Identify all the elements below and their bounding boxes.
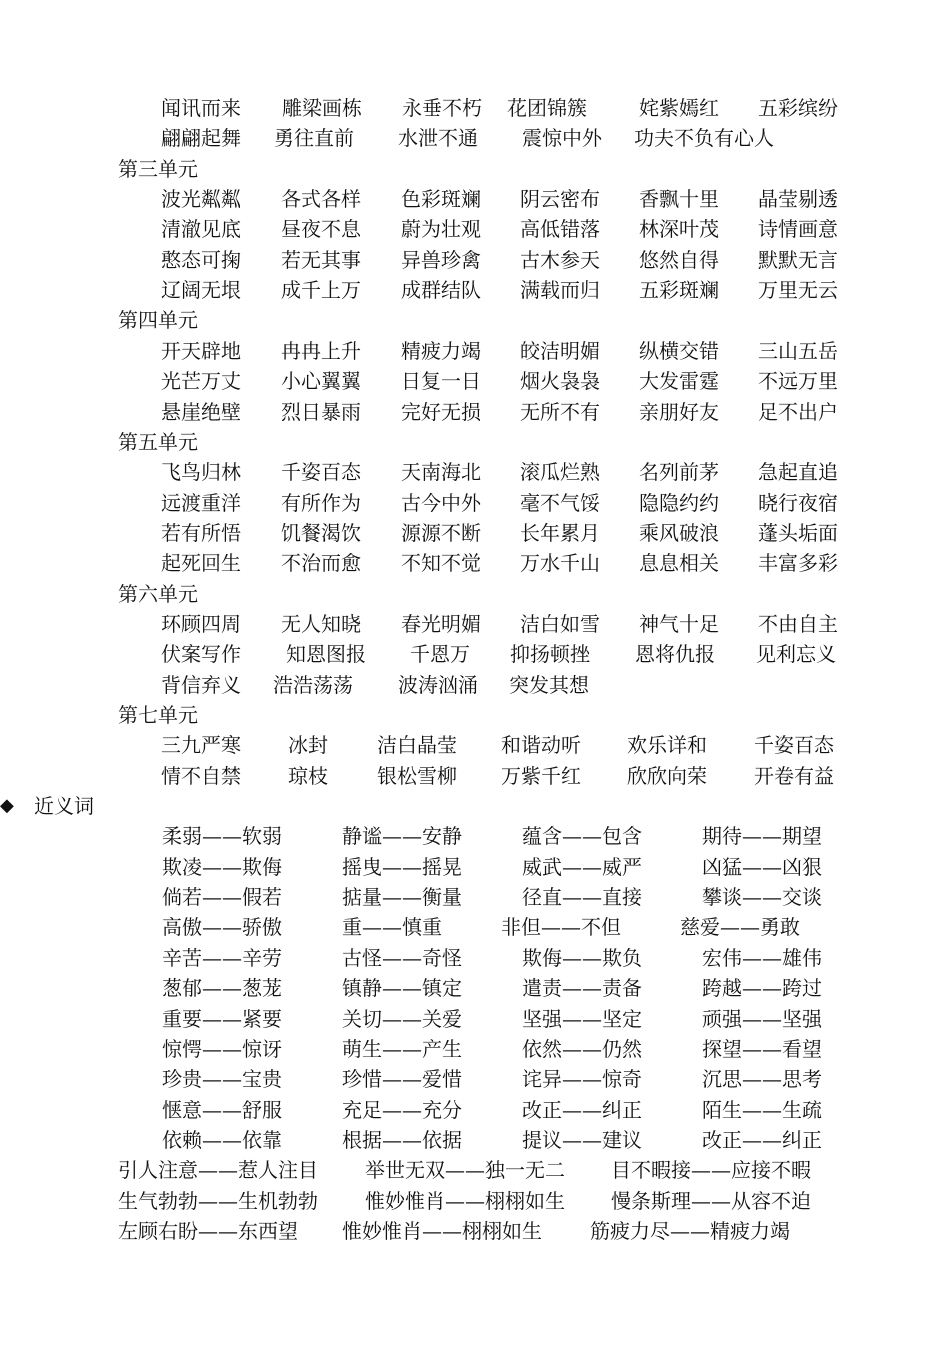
idiom-word: 息息相关 xyxy=(639,551,719,576)
idiom-word: 万水千山 xyxy=(520,551,600,576)
idiom-word: 起死回生 xyxy=(161,551,241,576)
synonym-pair: 慈爱——勇敢 xyxy=(680,915,800,940)
synonym-pair: 珍贵——宝贵 xyxy=(162,1067,282,1092)
idiom-word: 洁白晶莹 xyxy=(377,733,457,758)
idiom-word: 乘风破浪 xyxy=(639,520,719,545)
idiom-word: 辽阔无垠 xyxy=(161,278,241,303)
synonym-idiom-pair: 惟妙惟肖——栩栩如生 xyxy=(365,1188,565,1213)
idiom-word: 默默无言 xyxy=(758,247,838,272)
synonym-pair: 坚强——坚定 xyxy=(522,1006,642,1031)
idiom-word: 不治而愈 xyxy=(281,551,361,576)
idiom-word: 功夫不负有心人 xyxy=(634,126,774,151)
idiom-word: 突发其想 xyxy=(509,672,589,697)
synonym-pair: 攀谈——交谈 xyxy=(702,885,822,910)
synonym-pair: 萌生——产生 xyxy=(342,1036,462,1061)
idiom-word: 情不自禁 xyxy=(161,763,241,788)
idiom-word: 丰富多彩 xyxy=(758,551,838,576)
idiom-word: 花团锦簇 xyxy=(507,96,587,120)
synonym-pair: 珍惜——爱惜 xyxy=(342,1067,462,1092)
idiom-word: 大发雷霆 xyxy=(639,369,719,394)
idiom-word: 古木参天 xyxy=(520,247,600,272)
idiom-word: 足不出户 xyxy=(758,399,838,424)
idiom-word: 各式各样 xyxy=(281,187,361,212)
idiom-word: 不由自主 xyxy=(758,611,838,636)
idiom-word: 饥餐渴饮 xyxy=(281,520,361,545)
synonym-pair: 镇静——镇定 xyxy=(342,976,462,1001)
idiom-word: 千恩万 xyxy=(410,642,470,667)
synonym-pair: 宏伟——雄伟 xyxy=(702,945,822,970)
idiom-word: 洁白如雪 xyxy=(520,611,600,636)
synonym-pair: 诧异——惊奇 xyxy=(522,1067,642,1092)
idiom-word: 成千上万 xyxy=(281,278,361,303)
idiom-word: 林深叶茂 xyxy=(639,217,719,242)
idiom-word: 清澈见底 xyxy=(161,217,241,242)
synonym-pair: 径直——直接 xyxy=(522,885,642,910)
synonym-idiom-pair: 左顾右盼——东西望 xyxy=(118,1218,298,1243)
synonym-pair: 古怪——奇怪 xyxy=(342,945,462,970)
synonym-pair: 凶猛——凶狠 xyxy=(702,854,822,879)
idiom-word: 憨态可掬 xyxy=(161,247,241,272)
idiom-word: 蓬头垢面 xyxy=(758,520,838,545)
synonym-pair: 关切——关爱 xyxy=(342,1006,462,1031)
idiom-word: 水泄不通 xyxy=(398,126,478,151)
idiom-word: 异兽珍禽 xyxy=(401,247,481,272)
synonym-pair: 静谧——安静 xyxy=(342,824,462,849)
synonym-idiom-pair: 目不暇接——应接不暇 xyxy=(611,1158,811,1183)
synonym-pair: 重要——紧要 xyxy=(162,1006,282,1031)
idiom-word: 高低错落 xyxy=(520,217,600,242)
idiom-word: 环顾四周 xyxy=(161,611,241,636)
synonym-pair: 非但——不但 xyxy=(501,915,621,940)
idiom-word: 日复一日 xyxy=(401,369,481,394)
synonym-pair: 跨越——跨过 xyxy=(702,976,822,1001)
unit-title: 第六单元 xyxy=(118,581,198,606)
idiom-word: 有所作为 xyxy=(281,490,361,515)
synonym-pair: 葱郁——葱茏 xyxy=(162,976,282,1001)
idiom-word: 冉冉上升 xyxy=(281,338,361,363)
unit-title: 第七单元 xyxy=(118,703,198,727)
synonym-pair: 欺侮——欺负 xyxy=(522,945,642,970)
idiom-word: 名列前茅 xyxy=(639,460,719,485)
unit-title: 第五单元 xyxy=(118,429,198,454)
idiom-word: 神气十足 xyxy=(639,611,719,636)
idiom-word: 源源不断 xyxy=(401,520,481,545)
synonym-idiom-pair: 举世无双——独一无二 xyxy=(365,1158,565,1183)
idiom-word: 皎洁明媚 xyxy=(520,338,600,363)
idiom-word: 开卷有益 xyxy=(754,763,834,788)
idiom-word: 姹紫嫣红 xyxy=(639,96,719,120)
idiom-word: 晶莹剔透 xyxy=(758,187,838,212)
synonym-pair: 掂量——衡量 xyxy=(342,885,462,910)
idiom-word: 晓行夜宿 xyxy=(758,490,838,515)
idiom-word: 长年累月 xyxy=(520,520,600,545)
idiom-word: 古今中外 xyxy=(401,490,481,515)
synonym-pair: 倘若——假若 xyxy=(162,885,282,910)
idiom-word: 诗情画意 xyxy=(758,217,838,242)
synonym-pair: 遣责——责备 xyxy=(522,976,642,1001)
idiom-word: 和谐动听 xyxy=(501,733,581,758)
synonym-idiom-pair: 筋疲力尽——精疲力竭 xyxy=(590,1218,790,1243)
idiom-word: 色彩斑斓 xyxy=(401,187,481,212)
synonym-pair: 探望——看望 xyxy=(702,1036,822,1061)
synonym-title: 近义词 xyxy=(34,794,94,819)
idiom-word: 隐隐约约 xyxy=(639,490,719,515)
idiom-word: 成群结队 xyxy=(401,278,481,303)
idiom-word: 冰封 xyxy=(288,733,328,758)
idiom-word: 三九严寒 xyxy=(161,733,241,758)
synonym-pair: 摇曳——摇晃 xyxy=(342,854,462,879)
idiom-word: 天南海北 xyxy=(401,460,481,485)
synonym-pair: 充足——充分 xyxy=(342,1097,462,1122)
idiom-word: 琼枝 xyxy=(288,763,328,788)
synonym-idiom-pair: 慢条斯理——从容不迫 xyxy=(611,1188,811,1213)
idiom-word: 飞鸟归林 xyxy=(161,460,241,485)
idiom-word: 欣欣向荣 xyxy=(627,763,707,788)
synonym-idiom-pair: 惟妙惟肖——栩栩如生 xyxy=(342,1218,542,1243)
idiom-word: 震惊中外 xyxy=(522,126,602,151)
synonym-pair: 沉思——思考 xyxy=(702,1067,822,1092)
synonym-pair: 惬意——舒服 xyxy=(162,1097,282,1122)
synonym-pair: 顽强——坚强 xyxy=(702,1006,822,1031)
idiom-word: 满载而归 xyxy=(520,278,600,303)
idiom-word: 阴云密布 xyxy=(520,187,600,212)
synonym-pair: 提议——建议 xyxy=(522,1127,642,1152)
idiom-word: 勇往直前 xyxy=(274,126,354,151)
idiom-word: 不远万里 xyxy=(758,369,838,394)
idiom-word: 香飘十里 xyxy=(639,187,719,212)
synonym-pair: 辛苦——辛劳 xyxy=(162,945,282,970)
idiom-word: 急起直追 xyxy=(758,460,838,485)
idiom-word: 知恩图报 xyxy=(286,642,366,667)
idiom-word: 若有所悟 xyxy=(161,520,241,545)
idiom-word: 背信弃义 xyxy=(161,672,241,697)
idiom-word: 见利忘义 xyxy=(756,642,836,667)
idiom-word: 光芒万丈 xyxy=(161,369,241,394)
synonym-pair: 改正——纠正 xyxy=(522,1097,642,1122)
idiom-word: 滚瓜烂熟 xyxy=(520,460,600,485)
idiom-word: 春光明媚 xyxy=(401,611,481,636)
idiom-word: 闻讯而来 xyxy=(161,96,241,120)
idiom-word: 毫不气馁 xyxy=(520,490,600,515)
idiom-word: 伏案写作 xyxy=(161,642,241,667)
synonym-pair: 惊愕——惊讶 xyxy=(162,1036,282,1061)
idiom-word: 永垂不朽 xyxy=(402,96,482,120)
idiom-word: 三山五岳 xyxy=(758,338,838,363)
idiom-word: 蔚为壮观 xyxy=(401,217,481,242)
synonym-pair: 欺凌——欺侮 xyxy=(162,854,282,879)
diamond-bullet-icon: ◆ xyxy=(0,795,14,817)
idiom-word: 烈日暴雨 xyxy=(281,399,361,424)
idiom-word: 万紫千红 xyxy=(501,763,581,788)
idiom-word: 完好无损 xyxy=(401,399,481,424)
idiom-word: 波光粼粼 xyxy=(161,187,241,212)
idiom-word: 翩翩起舞 xyxy=(161,126,241,151)
unit-title: 第三单元 xyxy=(118,156,198,181)
idiom-word: 昼夜不息 xyxy=(281,217,361,242)
idiom-word: 千姿百态 xyxy=(281,460,361,485)
idiom-word: 亲朋好友 xyxy=(639,399,719,424)
idiom-word: 千姿百态 xyxy=(754,733,834,758)
idiom-word: 不知不觉 xyxy=(401,551,481,576)
synonym-pair: 高傲——骄傲 xyxy=(162,915,282,940)
synonym-pair: 柔弱——软弱 xyxy=(162,824,282,849)
idiom-word: 五彩斑斓 xyxy=(639,278,719,303)
idiom-word: 若无其事 xyxy=(281,247,361,272)
idiom-word: 无所不有 xyxy=(520,399,600,424)
idiom-word: 欢乐详和 xyxy=(627,733,707,758)
synonym-pair: 根据——依据 xyxy=(342,1127,462,1152)
idiom-word: 五彩缤纷 xyxy=(758,96,838,120)
idiom-word: 开天辟地 xyxy=(161,338,241,363)
idiom-word: 银松雪柳 xyxy=(377,763,457,788)
idiom-word: 悠然自得 xyxy=(639,247,719,272)
idiom-word: 无人知晓 xyxy=(281,611,361,636)
synonym-idiom-pair: 生气勃勃——生机勃勃 xyxy=(118,1188,318,1213)
synonym-pair: 重——慎重 xyxy=(342,915,442,940)
synonym-pair: 依赖——依靠 xyxy=(162,1127,282,1152)
synonym-idiom-pair: 引人注意——惹人注目 xyxy=(118,1158,318,1183)
idiom-word: 纵横交错 xyxy=(639,338,719,363)
synonym-pair: 威武——威严 xyxy=(522,854,642,879)
idiom-word: 雕梁画栋 xyxy=(282,96,362,120)
synonym-pair: 期待——期望 xyxy=(702,824,822,849)
idiom-word: 烟火袅袅 xyxy=(520,369,600,394)
idiom-word: 远渡重洋 xyxy=(161,490,241,515)
synonym-pair: 陌生——生疏 xyxy=(702,1097,822,1122)
idiom-word: 恩将仇报 xyxy=(635,642,715,667)
idiom-word: 万里无云 xyxy=(758,278,838,303)
idiom-word: 小心翼翼 xyxy=(281,369,361,394)
synonym-pair: 改正——纠正 xyxy=(702,1127,822,1152)
synonym-pair: 依然——仍然 xyxy=(522,1036,642,1061)
idiom-word: 悬崖绝壁 xyxy=(161,399,241,424)
idiom-word: 波涛汹涌 xyxy=(398,672,478,697)
unit-title: 第四单元 xyxy=(118,308,198,333)
idiom-word: 浩浩荡荡 xyxy=(273,672,353,697)
idiom-word: 抑扬顿挫 xyxy=(510,642,590,667)
idiom-word: 精疲力竭 xyxy=(401,338,481,363)
synonym-pair: 蕴含——包含 xyxy=(522,824,642,849)
